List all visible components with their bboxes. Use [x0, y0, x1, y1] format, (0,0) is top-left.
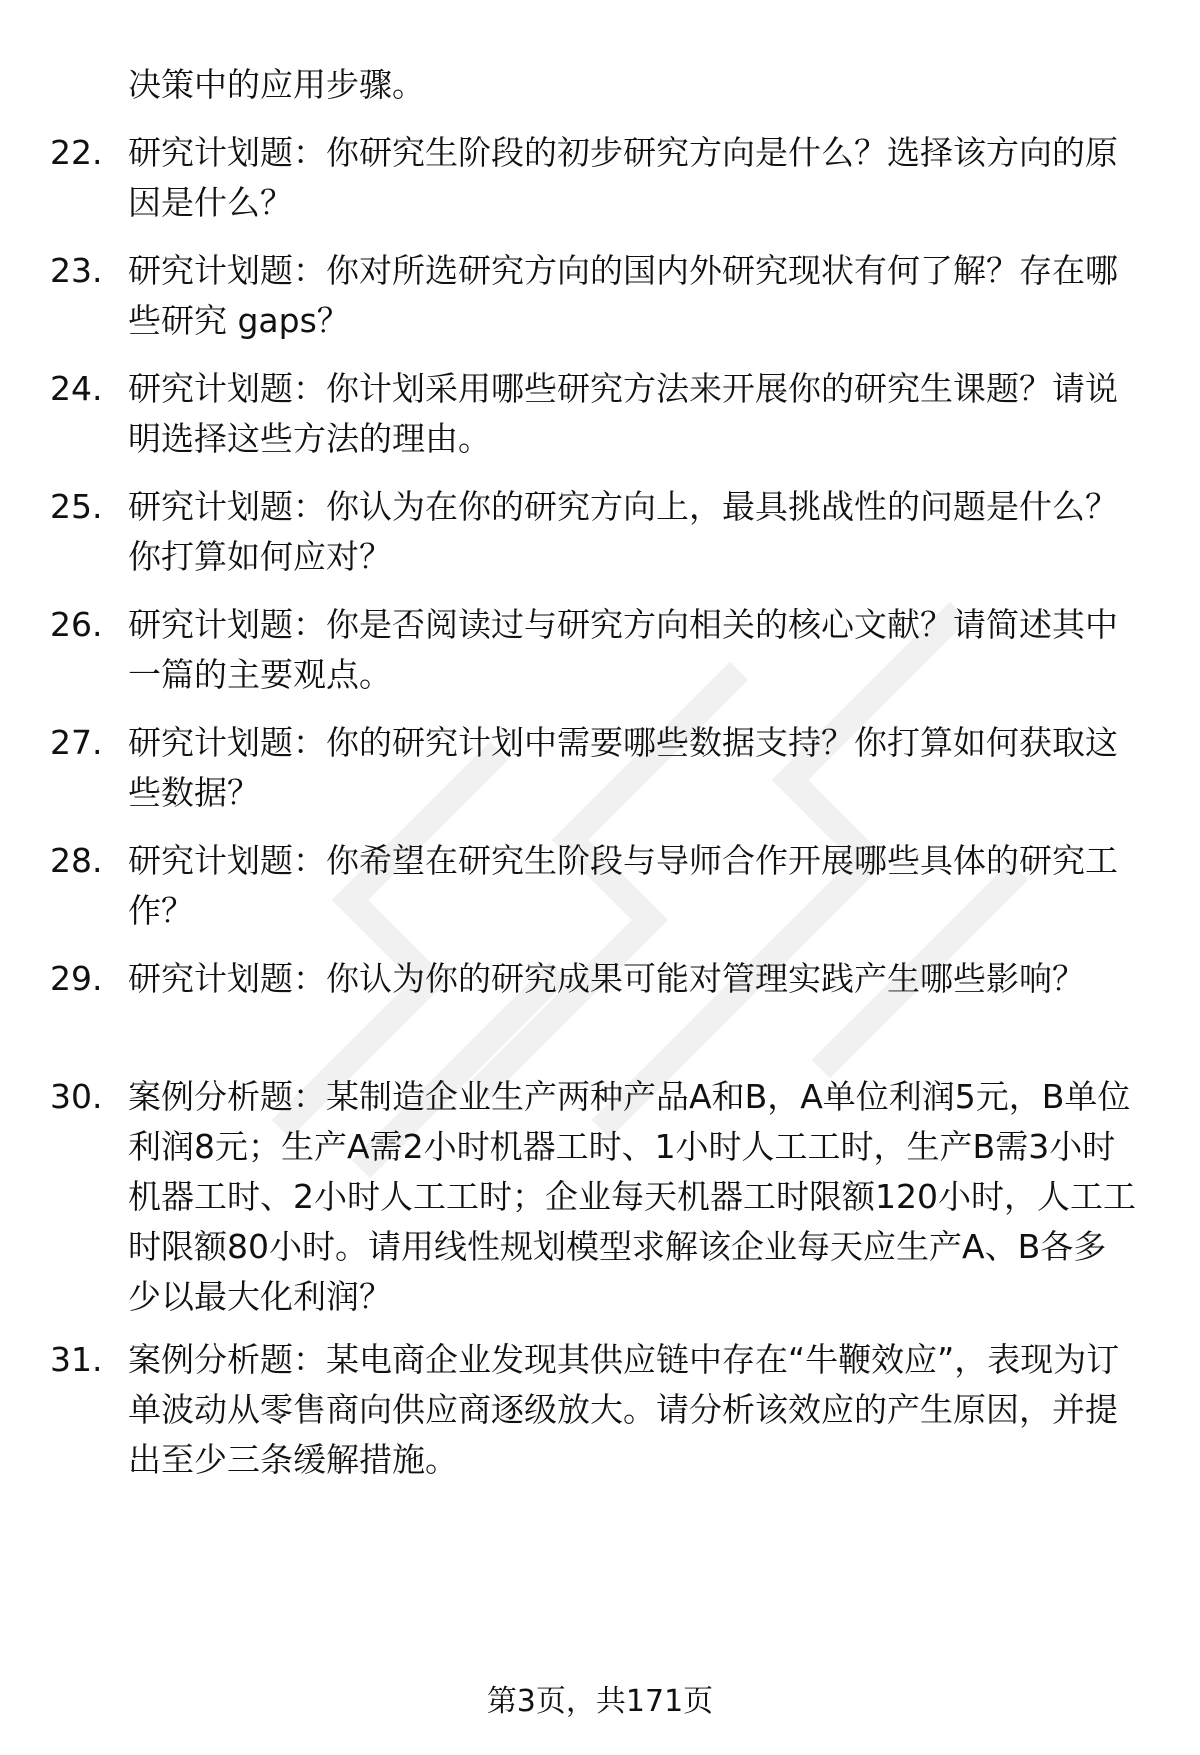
question-number: 29.	[50, 959, 103, 998]
continuation-text: 决策中的应用步骤。	[128, 65, 425, 104]
question-text: 研究计划题：你的研究计划中需要哪些数据支持？你打算如何获取这些数据？	[128, 723, 1118, 812]
question-text: 案例分析题：某制造企业生产两种产品A和B，A单位利润5元，B单位利润8元；生产A需2小时机器工时、1小时人工工时，生产B需3小时机器工时、2小时人工工时；企业每天机器工时限额120小时，人工工时限额80小时。请用线性规划模型求解该企业每天应生产A、B各多少以最大化利润？	[128, 1077, 1136, 1316]
question-number: 31.	[50, 1340, 103, 1379]
question-text: 研究计划题：你希望在研究生阶段与导师合作开展哪些具体的研究工作？	[128, 841, 1118, 930]
question-text: 研究计划题：你计划采用哪些研究方法来开展你的研究生课题？请说明选择这些方法的理由。	[128, 369, 1118, 458]
page-footer: 第3页，共171页	[486, 1684, 714, 1719]
question-number: 28.	[50, 841, 103, 880]
question-text: 案例分析题：某电商企业发现其供应链中存在“牛鞭效应”，表现为订单波动从零售商向供应商逐级放大。请分析该效应的产生原因，并提出至少三条缓解措施。	[128, 1340, 1120, 1479]
question-number: 26.	[50, 605, 103, 644]
question-number: 24.	[50, 369, 103, 408]
question-text: 研究计划题：你认为你的研究成果可能对管理实践产生哪些影响？	[128, 959, 1085, 998]
question-number: 22.	[50, 133, 103, 172]
question-text: 研究计划题：你研究生阶段的初步研究方向是什么？选择该方向的原因是什么？	[128, 133, 1118, 222]
question-text: 研究计划题：你是否阅读过与研究方向相关的核心文献？请简述其中一篇的主要观点。	[128, 605, 1118, 694]
question-number: 25.	[50, 487, 103, 526]
question-text: 研究计划题：你对所选研究方向的国内外研究现状有何了解？存在哪些研究 gaps？	[128, 251, 1118, 340]
question-text: 研究计划题：你认为在你的研究方向上，最具挑战性的问题是什么？你打算如何应对？	[128, 487, 1118, 576]
question-number: 30.	[50, 1077, 103, 1116]
question-number: 27.	[50, 723, 103, 762]
question-number: 23.	[50, 251, 103, 290]
